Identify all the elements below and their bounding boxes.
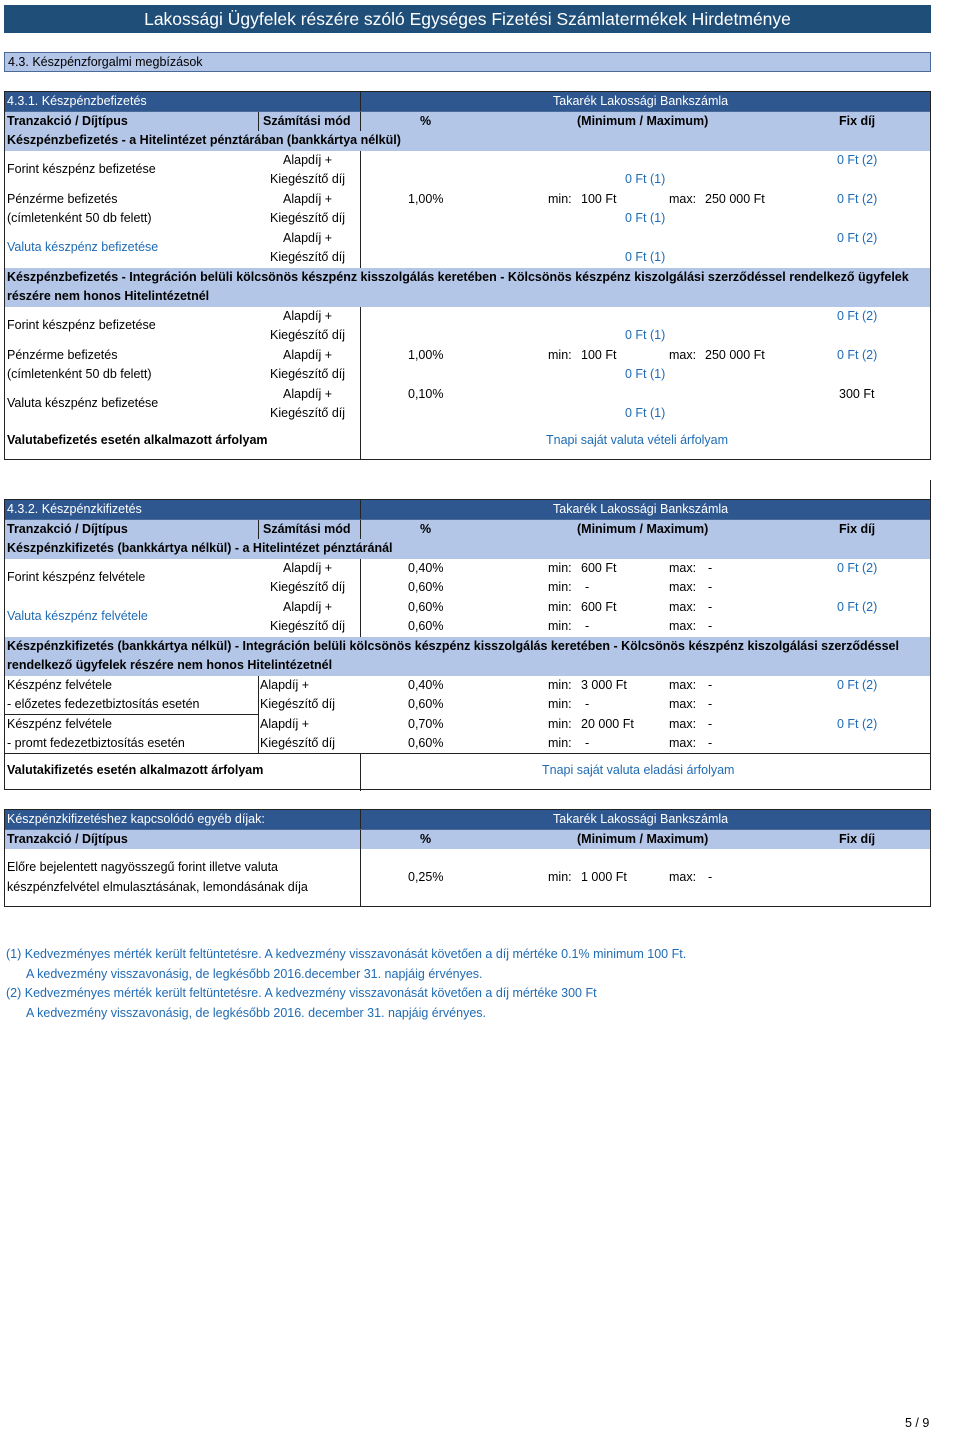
- fx-deposit-label: Valuta készpénz befizetése: [7, 240, 159, 254]
- other-fees-title: Készpénzkifizetéshez kapcsolódó egyéb díjak:: [7, 812, 265, 826]
- col-fix: Fix díj: [839, 831, 876, 846]
- kieg-fee: 0 Ft (1): [625, 250, 666, 264]
- kieg-fee: 0 Ft (1): [625, 406, 666, 420]
- forint-withdrawal-label: Forint készpénz felvétele: [7, 570, 146, 584]
- pct-value: 0,60%: [408, 580, 444, 594]
- col-minmax: (Minimum / Maximum): [577, 831, 709, 846]
- pct-value: 0,25%: [408, 869, 444, 884]
- max-label: max:: [669, 716, 697, 731]
- pct-value: 0,70%: [408, 716, 444, 731]
- col-tranzakcio: Tranzakció / Díjtípus: [7, 521, 128, 536]
- trim-mark: [930, 480, 931, 500]
- fix-fee: 0 Ft (2): [837, 599, 878, 614]
- alapdij-label: Alapdíj +: [283, 560, 332, 575]
- coin-deposit-label: Pénzérme befizetés: [7, 191, 118, 206]
- min-value: 100 Ft: [581, 347, 617, 362]
- kieg-fee: 0 Ft (1): [625, 172, 666, 186]
- min-value: -: [585, 697, 590, 711]
- min-label: min:: [548, 869, 572, 884]
- missed-notice-fee-label-2: készpénzfelvétel elmulasztásának, lemondásának díja: [7, 879, 308, 894]
- max-value: -: [708, 560, 713, 575]
- kieg-label: Kiegészítő díj: [270, 367, 346, 381]
- col-minmax: (Minimum / Maximum): [577, 113, 709, 128]
- max-value: -: [708, 869, 713, 884]
- col-fix: Fix díj: [839, 521, 876, 536]
- cash-withdrawal-note: - promt fedezetbiztosítás esetén: [7, 736, 185, 750]
- max-value: -: [708, 599, 713, 614]
- fix-fee: 0 Ft (2): [837, 716, 878, 731]
- fix-fee: 300 Ft: [839, 386, 875, 401]
- withdrawal-product: Takarék Lakossági Bankszámla: [553, 502, 729, 516]
- kieg-label: Kiegészítő díj: [270, 211, 346, 225]
- min-label: min:: [548, 599, 572, 614]
- pct-value: 0,10%: [408, 386, 444, 401]
- kieg-label: Kiegészítő díj: [270, 328, 346, 342]
- kieg-fee: 0 Ft (1): [625, 367, 666, 381]
- fix-fee: 0 Ft (2): [837, 308, 878, 323]
- fx-deposit-label: Valuta készpénz befizetése: [7, 396, 159, 410]
- min-value: 100 Ft: [581, 191, 617, 206]
- kieg-label: Kiegészítő díj: [260, 697, 336, 711]
- min-label: min:: [548, 619, 572, 633]
- min-label: min:: [548, 560, 572, 575]
- pct-value: 0,60%: [408, 736, 444, 750]
- col-szamitasi: Számítási mód: [263, 113, 351, 128]
- alapdij-label: Alapdíj +: [283, 308, 332, 323]
- withdrawal-group1: Készpénzkifizetés (bankkártya nélkül) - a Hitelintézet pénztáránál: [7, 541, 393, 555]
- pct-value: 0,40%: [408, 560, 444, 575]
- deposit-section-title: 4.3.1. Készpénzbefizetés: [7, 94, 147, 108]
- cash-withdrawal-label: Készpénz felvétele: [7, 716, 112, 731]
- forint-deposit-label: Forint készpénz befizetése: [7, 318, 156, 332]
- col-pct: %: [420, 521, 432, 536]
- cash-withdrawal-label: Készpénz felvétele: [7, 677, 112, 692]
- min-value: 600 Ft: [581, 560, 617, 575]
- kieg-label: Kiegészítő díj: [260, 736, 336, 750]
- pct-value: 1,00%: [408, 347, 444, 362]
- deposit-column-header: [5, 112, 930, 132]
- min-value: 20 000 Ft: [581, 716, 634, 731]
- fix-fee: 0 Ft (2): [837, 191, 878, 206]
- max-label: max:: [669, 347, 697, 362]
- alapdij-label: Alapdíj +: [283, 386, 332, 401]
- col-szamitasi: Számítási mód: [263, 521, 351, 536]
- max-value: 250 000 Ft: [705, 191, 765, 206]
- fx-withdrawal-label: Valuta készpénz felvétele: [7, 609, 148, 623]
- footnote-2: (2) Kedvezményes mérték került feltüntetésre. A kedvezmény visszavonását követően a díj mértéke 300 Ft: [6, 986, 597, 1000]
- max-label: max:: [669, 560, 697, 575]
- kieg-fee: 0 Ft (1): [625, 328, 666, 342]
- withdrawal-column-header: [5, 520, 930, 540]
- deposit-product: Takarék Lakossági Bankszámla: [553, 94, 729, 108]
- kieg-fee: 0 Ft (1): [625, 211, 666, 225]
- max-label: max:: [669, 191, 697, 206]
- min-label: min:: [548, 677, 572, 692]
- document-title: Lakossági Ügyfelek részére szóló Egységes Fizetési Számlatermékek Hirdetménye: [4, 5, 931, 33]
- min-value: -: [585, 619, 590, 633]
- min-value: 3 000 Ft: [581, 677, 627, 692]
- col-pct: %: [420, 831, 432, 846]
- page-number: 5 / 9: [905, 1416, 930, 1430]
- fix-fee: 0 Ft (2): [837, 152, 878, 167]
- max-value: -: [708, 677, 713, 692]
- alapdij-label: Alapdíj +: [283, 152, 332, 167]
- kieg-label: Kiegészítő díj: [270, 172, 346, 186]
- max-value: -: [708, 716, 713, 731]
- min-label: min:: [548, 736, 572, 750]
- withdrawal-section-title: 4.3.2. Készpénzkifizetés: [7, 502, 142, 516]
- col-fix: Fix díj: [839, 113, 876, 128]
- max-value: -: [708, 580, 713, 594]
- footnote-1: (1) Kedvezményes mérték került feltüntetésre. A kedvezmény visszavonását követően a díj mértéke 0.1% minimum 100 Ft.: [6, 947, 687, 961]
- alapdij-label: Alapdíj +: [283, 347, 332, 362]
- col-pct: %: [420, 113, 432, 128]
- max-label: max:: [669, 736, 697, 750]
- withdrawal-table: [4, 499, 931, 790]
- withdrawal-group2: Készpénzkifizetés (bankkártya nélkül) - Integráción belüli kölcsönös készpénz kisszolgálás keretében - Kölcsönös készpénz kiszolgálási szerződéssel rendelkező ügyfelek részére nem honos Hitelintézetnél: [7, 638, 899, 672]
- min-value: 600 Ft: [581, 599, 617, 614]
- max-value: -: [708, 736, 713, 750]
- kieg-label: Kiegészítő díj: [270, 250, 346, 264]
- missed-notice-fee-label: Előre bejelentett nagyösszegű forint illetve valuta: [7, 860, 278, 874]
- max-label: max:: [669, 677, 697, 692]
- pct-value: 0,60%: [408, 697, 444, 711]
- min-label: min:: [548, 347, 572, 362]
- pct-value: 0,40%: [408, 677, 444, 692]
- withdrawal-title-row: [5, 500, 930, 520]
- alapdij-label: Alapdíj +: [283, 599, 332, 614]
- kieg-label: Kiegészítő díj: [270, 406, 346, 420]
- min-value: -: [585, 580, 590, 594]
- max-label: max:: [669, 599, 697, 614]
- pct-value: 0,60%: [408, 599, 444, 614]
- kieg-label: Kiegészítő díj: [270, 580, 346, 594]
- col-tranzakcio: Tranzakció / Díjtípus: [7, 831, 128, 846]
- coin-deposit-note: (címletenként 50 db felett): [7, 367, 152, 381]
- footnote-2-validity: A kedvezmény visszavonásig, de legkésőbb 2016. december 31. napjáig érvényes.: [26, 1005, 487, 1020]
- deposit-group1: Készpénzbefizetés - a Hitelintézet pénztárában (bankkártya nélkül): [7, 133, 401, 147]
- deposit-group2: Készpénzbefizetés - Integráción belüli kölcsönös készpénz kisszolgálás keretében - Kölcsönös készpénz kiszolgálási szerződéssel rendelkező ügyfelek részére nem honos Hitelintézetnél: [7, 269, 909, 303]
- col-tranzakcio: Tranzakció / Díjtípus: [7, 113, 128, 128]
- alapdij-label: Alapdíj +: [283, 191, 332, 206]
- fix-fee: 0 Ft (2): [837, 347, 878, 362]
- pct-value: 0,60%: [408, 619, 444, 633]
- withdrawal-rate-value: Tnapi saját valuta eladási árfolyam: [542, 763, 735, 777]
- other-fees-column-header: [5, 830, 930, 850]
- min-label: min:: [548, 580, 572, 594]
- max-label: max:: [669, 697, 697, 711]
- fix-fee: 0 Ft (2): [837, 230, 878, 245]
- deposit-rate-value: Tnapi saját valuta vételi árfolyam: [546, 433, 729, 447]
- max-label: max:: [669, 580, 697, 594]
- section-heading: 4.3. Készpénzforgalmi megbízások: [4, 52, 931, 72]
- min-value: -: [585, 736, 590, 750]
- min-label: min:: [548, 191, 572, 206]
- col-minmax: (Minimum / Maximum): [577, 521, 709, 536]
- alapdij-label: Alapdíj +: [260, 677, 309, 692]
- max-label: max:: [669, 869, 697, 884]
- min-value: 1 000 Ft: [581, 869, 627, 884]
- deposit-table: [4, 91, 931, 460]
- max-value: -: [708, 697, 713, 711]
- alapdij-label: Alapdíj +: [260, 716, 309, 731]
- fix-fee: 0 Ft (2): [837, 560, 878, 575]
- kieg-label: Kiegészítő díj: [270, 619, 346, 633]
- max-value: 250 000 Ft: [705, 347, 765, 362]
- max-label: max:: [669, 619, 697, 633]
- fix-fee: 0 Ft (2): [837, 677, 878, 692]
- forint-deposit-label: Forint készpénz befizetése: [7, 162, 156, 176]
- withdrawal-rate-label: Valutakifizetés esetén alkalmazott árfolyam: [7, 763, 264, 777]
- footnote-1-validity: A kedvezmény visszavonásig, de legkésőbb 2016.december 31. napjáig érvényes.: [26, 966, 483, 981]
- max-value: -: [708, 619, 713, 633]
- min-label: min:: [548, 716, 572, 731]
- min-label: min:: [548, 697, 572, 711]
- coin-deposit-note: (címletenként 50 db felett): [7, 211, 152, 225]
- other-fees-table: [4, 809, 931, 907]
- alapdij-label: Alapdíj +: [283, 230, 332, 245]
- cash-withdrawal-note: - előzetes fedezetbiztosítás esetén: [7, 697, 200, 711]
- deposit-rate-label: Valutabefizetés esetén alkalmazott árfolyam: [7, 433, 268, 447]
- other-fees-product: Takarék Lakossági Bankszámla: [553, 812, 729, 826]
- pct-value: 1,00%: [408, 191, 444, 206]
- coin-deposit-label: Pénzérme befizetés: [7, 347, 118, 362]
